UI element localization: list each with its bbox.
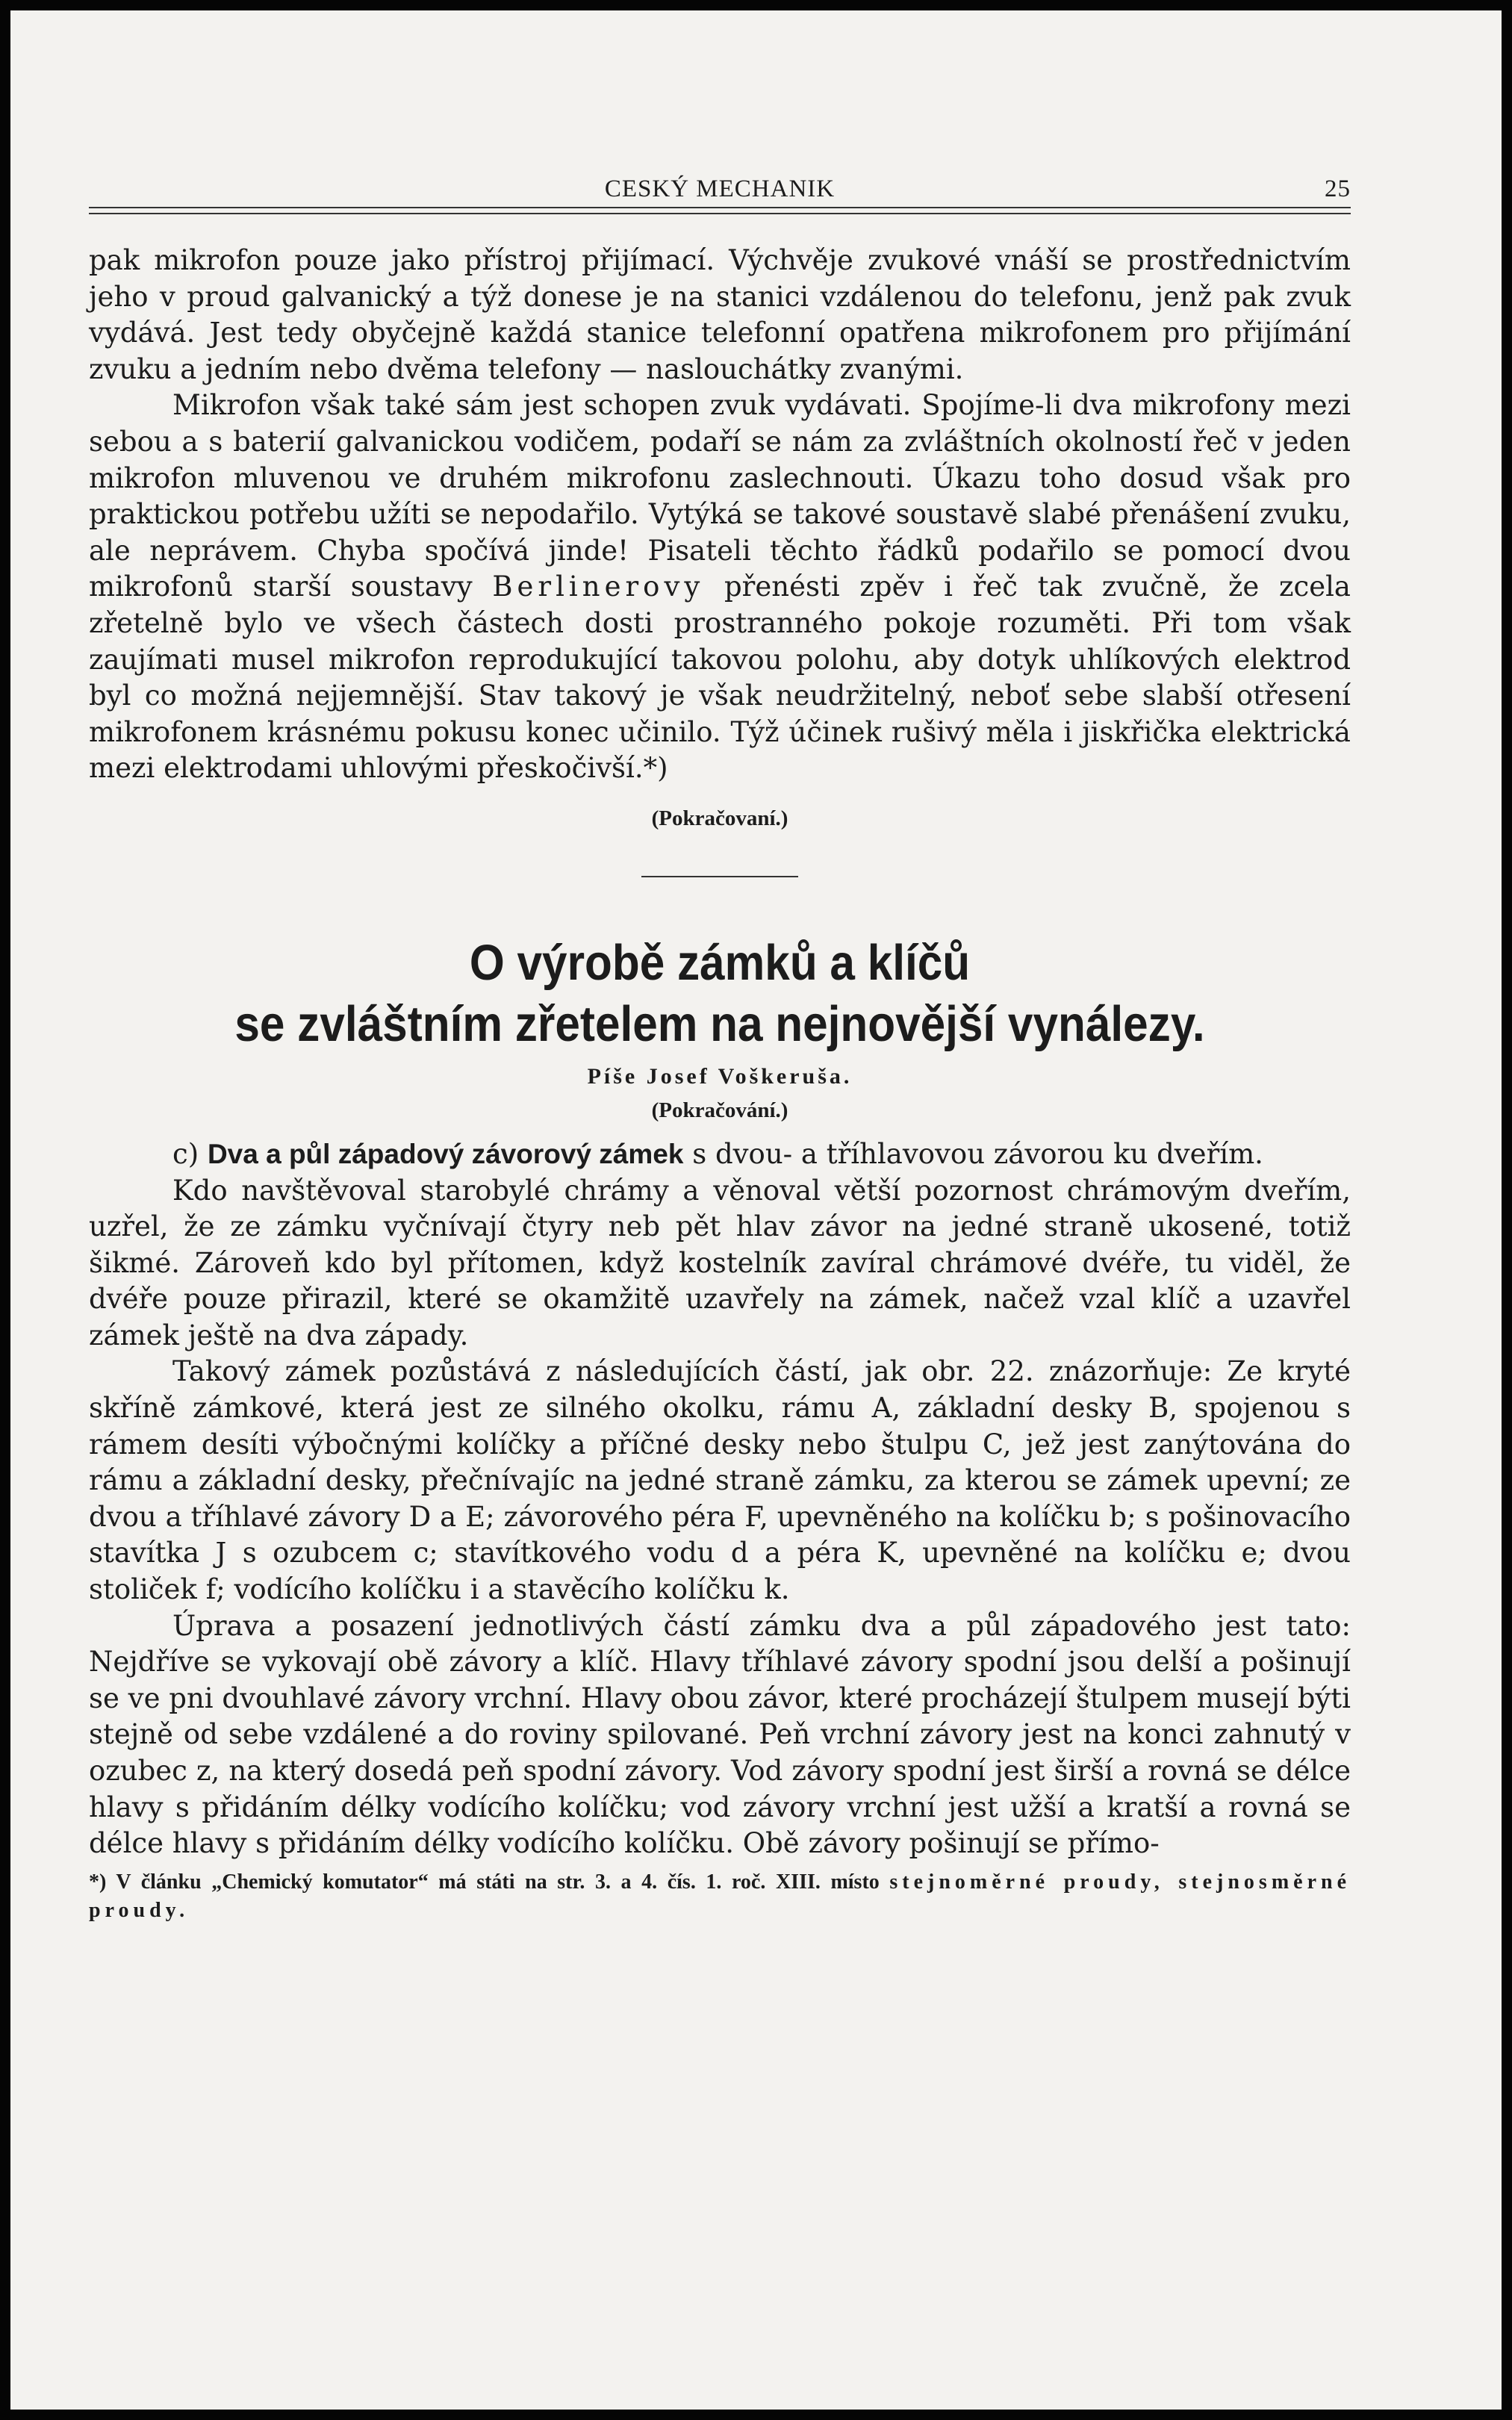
- paragraph: Kdo navštěvoval starobylé chrámy a věnoval větší pozornost chrámovým dveřím, uzřel, že ze zámku vyčnívají čtyry neb pět hlav závor na jedné straně ukosené, totiž šikmé. Zároveň kdo byl přítomen, když kostelník zavíral chrámové dvéře, tu viděl, že dvéře pouze přirazil, které se okamžitě uzavřely na zámek, načež vzal klíč a uzavřel zámek ještě na dva západy.: [89, 1174, 1351, 1351]
- paragraph-text: přenésti zpěv i řeč tak zvučně, že zcela zřetelně bylo ve všech částech dosti prostranného pokoje rozuměti. Při tom však zaujímati musel mikrofon reprodukující takovou polohu, aby dotyk uhlíkových elektrod byl co možná nejjemnější. Stav takový je však neudržitelný, neboť sebe slabší otřesení mikrofonem krásnému pokusu konec učinilo. Týž účinek rušivý měla i jiskřička elektrická mezi elektrodami uhlovými přeskočivší.*): [89, 570, 1351, 785]
- title-line: O výrobě zámků a klíčů: [469, 934, 971, 991]
- header-rule: [89, 207, 1351, 214]
- running-title: CESKÝ MECHANIK: [604, 175, 836, 202]
- footnote: [89, 1868, 1351, 1925]
- footnote-marker: *): [89, 1870, 107, 1894]
- section-heading-rest: s dvou- a tříhlavovou závorou ku dveřím.: [692, 1137, 1263, 1170]
- continued-note: (Pokračování.): [651, 1098, 788, 1122]
- section-separator: [641, 876, 798, 877]
- footnote-spaced-text: stejnoměrné proudy, stejnosměrné proudy.: [89, 1870, 1351, 1922]
- title-line: se zvláštním zřetelem na nejnovější vynálezy.: [234, 995, 1205, 1052]
- spaced-name: Berlinerovy: [492, 570, 705, 603]
- article-title: [152, 933, 1288, 1055]
- running-header: [89, 171, 1351, 207]
- author-line: Píše Josef Voškeruša.: [587, 1063, 853, 1089]
- scanned-page: [10, 10, 1502, 2410]
- paragraph: pak mikrofon pouze jako přístroj přijímací. Výchvěje zvukové vnáší se prostřednictvím jeho v proud galvanický a týž donese je na stanici vzdálenou do telefonu, jenž pak zvuk vydává. Jest tedy obyčejně každá stanice telefonní opatřena mikrofonem pro přijímání zvuku a jedním nebo dvěma telefony — naslouchátky zvanými.: [89, 244, 1351, 385]
- paragraph: Úprava a posazení jednotlivých částí zámku dva a půl západového jest tato: Nejdříve se vykovají obě závory a klíč. Hlavy tříhlavé závory spodní jsou delší a pošinují se ve pni dvouhlavé závory vrchní. Hlavy obou závor, které procházejí štulpem musejí býti stejně od sebe vzdálené a do roviny spilované. Peň vrchní závory jest na konci zahnutý v ozubec z, na který dosedá peň spodní závory. Vod závory spodní jest širší a rovná se délce hlavy s přidáním délky vodícího kolíčku; vod závory vrchní jest užší a kratší a rovná se délce hlavy s přidáním délky vodícího kolíčku. Obě závory pošinují se přímo-: [89, 1609, 1351, 1860]
- section-heading: Dva a půl západový závorový zámek: [207, 1138, 684, 1169]
- paragraph: Takový zámek pozůstává z následujících částí, jak obr. 22. znázorňuje: Ze kryté skříně zámkové, která jest ze silného okolku, rámu A, základní desky B, spojenou s rámem desíti výbočnými kolíčky a příčné desky nebo štulpu C, jež jest zanýtována do rámu a základní desky, přečnívajíc na jedné straně zámku, za kterou se zámek upevní; ze dvou a tříhlavé závory D a E; závorového péra F, upevněného na kolíčku b; s pošinovacího stavítka J s ozubcem c; stavítkového vodu d a péra K, upevněné na kolíčku e; dvou stoliček f; vodícího kolíčku i a stavěcího kolíčku k.: [89, 1355, 1351, 1606]
- page-number: 25: [1325, 175, 1351, 202]
- section-heading-paragraph: [89, 1136, 1351, 1173]
- paragraph: [89, 388, 1351, 787]
- paragraph-text: Mikrofon však také sám jest schopen zvuk vydávati. Spojíme-li dva mikrofony mezi sebou a s baterií galvanickou vodičem, podaří se nám za zvláštních okolností řeč v jeden mikrofon mluvenou ve druhém mikrofonu zaslechnouti. Úkazu toho dosud však pro praktickou potřebu užíti se nepodařilo. Vytýká se takové soustavě slabé přenášení zvuku, ale neprávem. Chyba spočívá jinde! Pisateli těchto řádků podařilo se pomocí dvou mikrofonů starší soustavy: [89, 389, 1351, 603]
- footnote-text: V článku „Chemický komutator“ má státi na str. 3. a 4. čís. 1. roč. XIII. místo: [116, 1870, 880, 1894]
- continued-note: (Pokračovaní.): [651, 806, 788, 830]
- page-content: [89, 171, 1351, 1925]
- section-prefix: c): [172, 1137, 199, 1170]
